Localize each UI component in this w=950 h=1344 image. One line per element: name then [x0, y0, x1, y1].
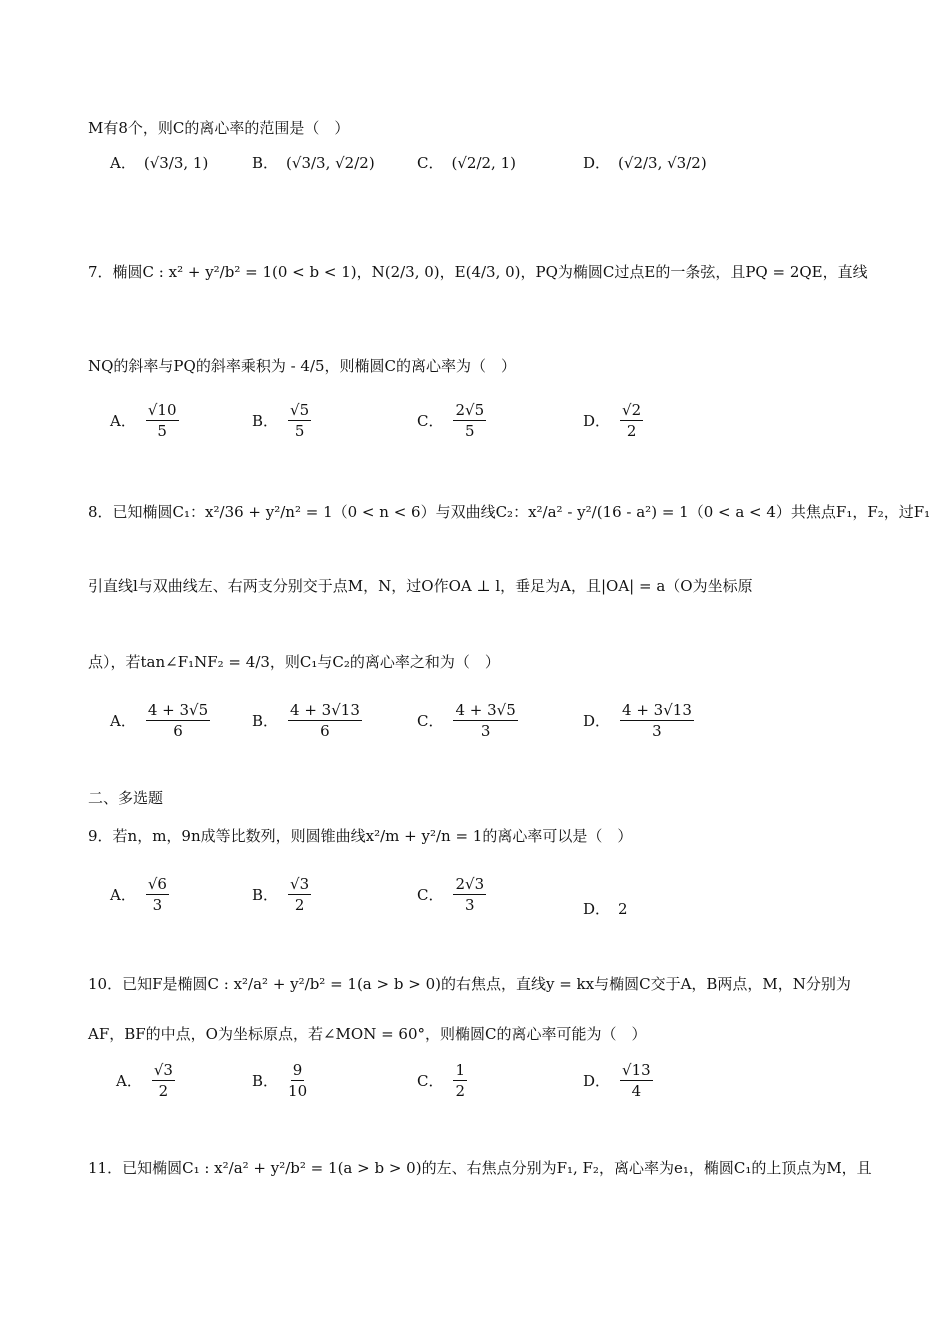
fraction	[288, 702, 362, 739]
option-value: (√3/3, 1)	[143, 153, 209, 172]
numerator: √5	[290, 401, 310, 419]
q8-option-d[interactable]	[583, 702, 696, 739]
option-label: A．	[110, 886, 136, 904]
numerator: √13	[622, 1061, 651, 1079]
q6-stem-tail: M有8个，则C的离心率的范围是（ ）	[88, 119, 350, 137]
option-label: B．	[252, 154, 279, 172]
section-title: 二、多选题	[88, 789, 164, 807]
q7-option-b[interactable]	[252, 402, 313, 439]
denominator: 5	[294, 422, 305, 440]
option-label: C．	[417, 712, 444, 730]
denominator: 2	[294, 896, 305, 914]
fraction	[453, 1062, 467, 1099]
option-value: (√2/2, 1)	[451, 153, 516, 172]
fraction	[620, 702, 694, 739]
option-label: D．	[583, 412, 611, 430]
denominator: 3	[152, 896, 163, 914]
denominator: 3	[465, 896, 475, 914]
q9-stem-text: 若n，m，9n成等比数列，则圆锥曲线x²/m + y²/n = 1的离心率可以是（ ）	[112, 827, 633, 845]
q9-option-b[interactable]	[252, 876, 313, 913]
option-label: B．	[252, 712, 279, 730]
numerator: 4 + 3√13	[290, 701, 360, 719]
q10-option-b[interactable]	[252, 1062, 309, 1099]
numerator: √10	[147, 401, 177, 419]
option-label: A．	[110, 154, 136, 172]
q6-option-c[interactable]	[417, 152, 516, 173]
option-value: (√2/3, √3/2)	[618, 153, 707, 172]
numerator: 4 + 3√5	[147, 701, 209, 719]
option-label: A．	[116, 1072, 142, 1090]
denominator: 2	[626, 422, 637, 440]
q8-option-a[interactable]	[110, 702, 212, 739]
numerator: 4 + 3√13	[622, 701, 692, 719]
denominator: 5	[157, 422, 167, 440]
q8-stem-line3: 点），若tan∠F₁NF₂ = 4/3，则C₁与C₂的离心率之和为（ ）	[88, 653, 500, 671]
q7-stem-line2: NQ的斜率与PQ的斜率乘积为 - 4/5，则椭圆C的离心率为（ ）	[88, 357, 517, 375]
question-number: 8．	[88, 503, 113, 521]
q6-option-b[interactable]	[252, 152, 375, 173]
q10-stem-line1	[88, 974, 862, 994]
q8-stem-line1	[88, 502, 931, 522]
fraction	[146, 402, 179, 439]
fraction	[152, 1062, 175, 1099]
option-label: B．	[252, 886, 279, 904]
numerator: 2√3	[455, 875, 485, 893]
fraction	[620, 1062, 653, 1099]
fraction	[453, 402, 486, 439]
option-label: D．	[583, 154, 611, 172]
denominator: 2	[158, 1082, 169, 1100]
q7-option-c[interactable]	[417, 402, 488, 439]
denominator: 2	[455, 1082, 466, 1100]
q6-option-d[interactable]	[583, 152, 707, 173]
question-number: 11．	[88, 1159, 123, 1177]
numerator: 2√5	[455, 401, 485, 419]
q10-line1-text: 已知F是椭圆C : x²/a² + y²/b² = 1(a > b > 0)的右焦点，直线y = kx与椭圆C交于A，B两点，M，N分别为	[122, 975, 851, 993]
option-label: D．	[583, 1072, 611, 1090]
option-label: C．	[417, 886, 444, 904]
q10-stem-line2: AF，BF的中点，O为坐标原点，若∠MON = 60°，则椭圆C的离心率可能为（ ）	[88, 1025, 647, 1043]
option-label: C．	[417, 154, 444, 172]
numerator: √3	[153, 1061, 173, 1079]
denominator: 6	[173, 722, 183, 740]
numerator: 9	[292, 1061, 303, 1079]
option-value: 2	[618, 899, 628, 918]
fraction	[453, 876, 486, 913]
fraction	[288, 402, 311, 439]
question-number: 10．	[88, 975, 123, 993]
option-label: B．	[252, 412, 279, 430]
option-value: (√3/3, √2/2)	[286, 153, 375, 172]
numerator: 4 + 3√5	[455, 701, 516, 719]
denominator: 6	[320, 722, 330, 740]
fraction	[620, 402, 643, 439]
q9-option-c[interactable]	[417, 876, 488, 913]
q7-option-d[interactable]	[583, 402, 645, 439]
fraction	[288, 876, 311, 913]
fraction	[146, 876, 169, 913]
denominator: 4	[631, 1082, 642, 1100]
option-label: D．	[583, 900, 611, 918]
option-label: D．	[583, 712, 611, 730]
q8-stem-line2: 引直线l与双曲线左、右两支分别交于点M，N，过O作OA ⊥ l，垂足为A，且|OA| = a（O为坐标原	[88, 577, 753, 595]
denominator: 10	[288, 1082, 308, 1100]
question-number: 9．	[88, 827, 113, 845]
fraction	[453, 702, 517, 739]
fraction	[288, 1062, 307, 1099]
q7-stem-line1	[88, 262, 868, 282]
denominator: 3	[480, 722, 491, 740]
q7-line1-text: 椭圆C : x² + y²/b² = 1(0 < b < 1)，N(2/3, 0)，E(4/3, 0)，PQ为椭圆C过点E的一条弦，且PQ = 2QE，直线	[112, 263, 868, 281]
q10-option-c[interactable]	[417, 1062, 469, 1099]
q8-line1-text: 已知椭圆C₁：x²/36 + y²/n² = 1（0 < n < 6）与双曲线C₂：x²/a² - y²/(16 - a²) = 1（0 < a < 4）共焦点F₁，F₂，过F₁	[112, 503, 931, 521]
q8-option-c[interactable]	[417, 702, 520, 739]
q11-stem-line1	[88, 1158, 872, 1178]
fraction	[146, 702, 210, 739]
q9-stem	[88, 826, 862, 846]
denominator: 3	[652, 722, 662, 740]
numerator: √2	[622, 401, 642, 419]
q10-option-a[interactable]	[116, 1062, 177, 1099]
option-label: C．	[417, 412, 444, 430]
q9-option-d[interactable]	[583, 898, 628, 919]
denominator: 5	[465, 422, 475, 440]
numerator: √3	[290, 875, 310, 893]
question-number: 7．	[88, 263, 113, 281]
numerator: √6	[147, 875, 167, 893]
option-label: C．	[417, 1072, 444, 1090]
option-label: A．	[110, 412, 136, 430]
option-label: A．	[110, 712, 136, 730]
q11-line1-text: 已知椭圆C₁ : x²/a² + y²/b² = 1(a > b > 0)的左、右焦点分别为F₁, F₂，离心率为e₁，椭圆C₁的上顶点为M，且	[122, 1159, 872, 1177]
q8-option-b[interactable]	[252, 702, 364, 739]
option-label: B．	[252, 1072, 279, 1090]
q6-option-a[interactable]	[110, 152, 208, 173]
q7-option-a[interactable]	[110, 402, 181, 439]
q10-option-d[interactable]	[583, 1062, 655, 1099]
q9-option-a[interactable]	[110, 876, 171, 913]
numerator: 1	[455, 1061, 466, 1079]
